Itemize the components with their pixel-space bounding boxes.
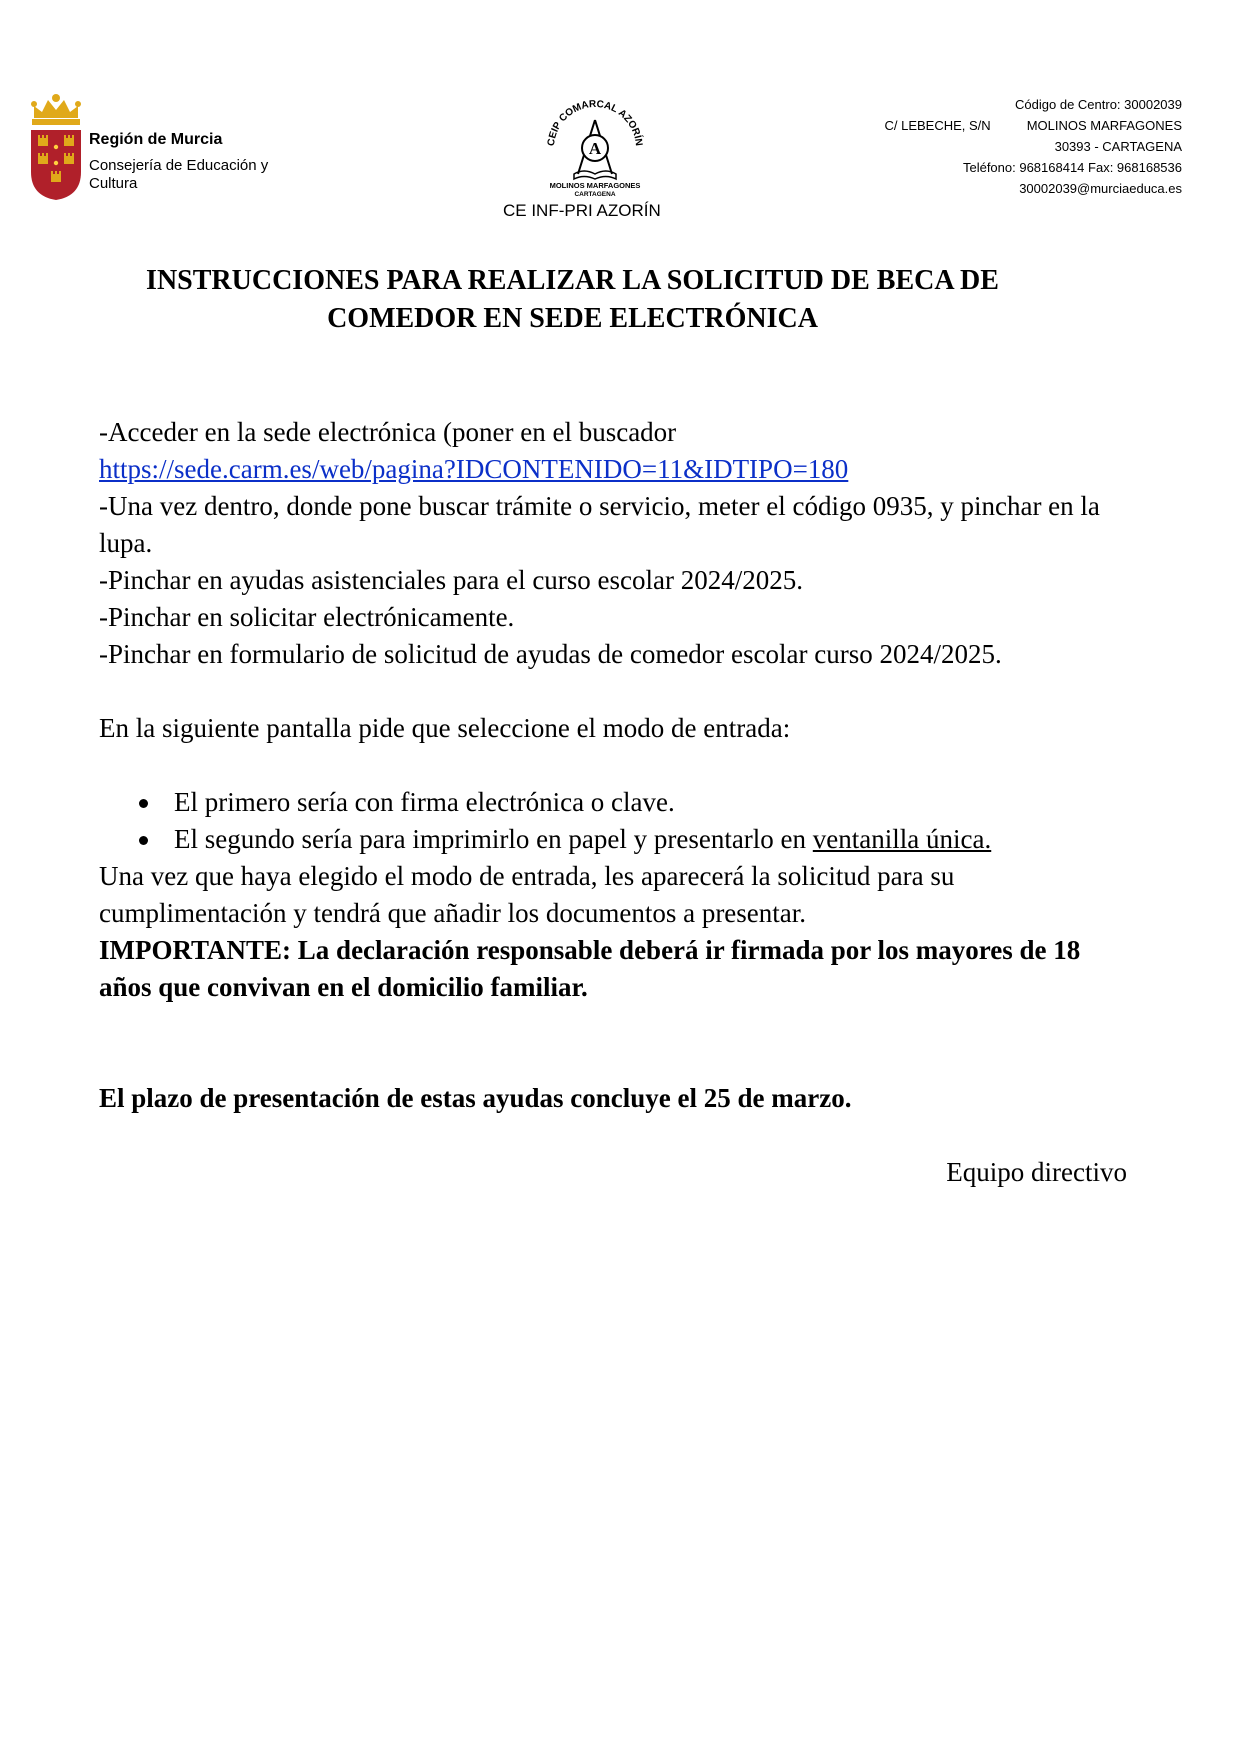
region-block xyxy=(89,130,299,193)
entry-mode-options xyxy=(99,784,1139,858)
ventanilla-unica-text: ventanilla única. xyxy=(812,824,992,854)
school-name: CE INF-PRI AZORÍN xyxy=(503,201,661,220)
school-contact-block xyxy=(884,94,1182,199)
step-3: -Pinchar en ayudas asistenciales para el curso escolar 2024/2025. xyxy=(99,565,804,595)
bullet-icon xyxy=(139,799,148,808)
region-murcia-crest-icon xyxy=(28,92,84,204)
contact-email[interactable]: 30002039@murciaeduca.es xyxy=(1019,181,1182,196)
school-logo-arc-text: CEIP COMARCAL AZORÍN xyxy=(545,98,645,147)
step-4: -Pinchar en solicitar electrónicamente. xyxy=(99,602,515,632)
address-locality: MOLINOS MARFAGONES xyxy=(1026,118,1182,133)
step-5: -Pinchar en formulario de solicitud de ayudas de comedor escolar curso 2024/2025. xyxy=(99,639,1002,669)
document-body xyxy=(99,414,1139,1191)
title-line-1: INSTRUCCIONES PARA REALIZAR LA SOLICITUD DE BECA DE xyxy=(146,265,999,296)
region-department: Consejería de Educación y Cultura xyxy=(89,157,269,192)
school-logo-icon xyxy=(540,88,650,200)
school-logo-letter: A xyxy=(588,139,602,158)
deadline-notice: El plazo de presentación de estas ayudas concluye el 25 de marzo. xyxy=(99,1083,852,1113)
address-line xyxy=(884,115,1182,136)
sede-link[interactable]: https://sede.carm.es/web/pagina?IDCONTENIDO=11&IDTIPO=180 xyxy=(99,454,849,484)
entry-mode-option-1 xyxy=(99,784,1139,821)
region-name: Región de Murcia xyxy=(89,131,223,148)
entry-mode-intro: En la siguiente pantalla pide que seleccione el modo de entrada: xyxy=(99,713,791,743)
step-1: -Acceder en la sede electrónica (poner en el buscador xyxy=(99,417,677,447)
school-logo-locality: MOLINOS MARFAGONES xyxy=(549,181,641,190)
school-logo-city: CARTAGENA xyxy=(574,191,616,198)
title-line-2: COMEDOR EN SEDE ELECTRÓNICA xyxy=(327,303,818,334)
center-code: Código de Centro: 30002039 xyxy=(1015,97,1182,112)
important-notice: IMPORTANTE: La declaración responsable deberá ir firmada por los mayores de 18 años que convivan en el domicilio familiar. xyxy=(99,935,1081,1002)
after-selection-text: Una vez que haya elegido el modo de entrada, les aparecerá la solicitud para su cumplimentación y tendrá que añadir los documentos a presentar. xyxy=(99,861,955,928)
postal-city: 30393 - CARTAGENA xyxy=(1054,139,1182,154)
phone-fax: Teléfono: 968168414 Fax: 968168536 xyxy=(962,160,1182,175)
address-street: C/ LEBECHE, S/N xyxy=(884,118,991,133)
signoff: Equipo directivo xyxy=(946,1157,1127,1187)
entry-mode-option-1-text: El primero sería con firma electrónica o clave. xyxy=(174,787,675,817)
step-2: -Una vez dentro, donde pone buscar trámite o servicio, meter el código 0935, y pinchar en la lupa. xyxy=(99,491,1100,558)
entry-mode-option-2 xyxy=(99,821,1139,858)
document-title xyxy=(60,262,1085,338)
bullet-icon xyxy=(139,836,148,845)
entry-mode-option-2-text: El segundo sería para imprimirlo en papel y presentarlo en xyxy=(174,824,813,854)
